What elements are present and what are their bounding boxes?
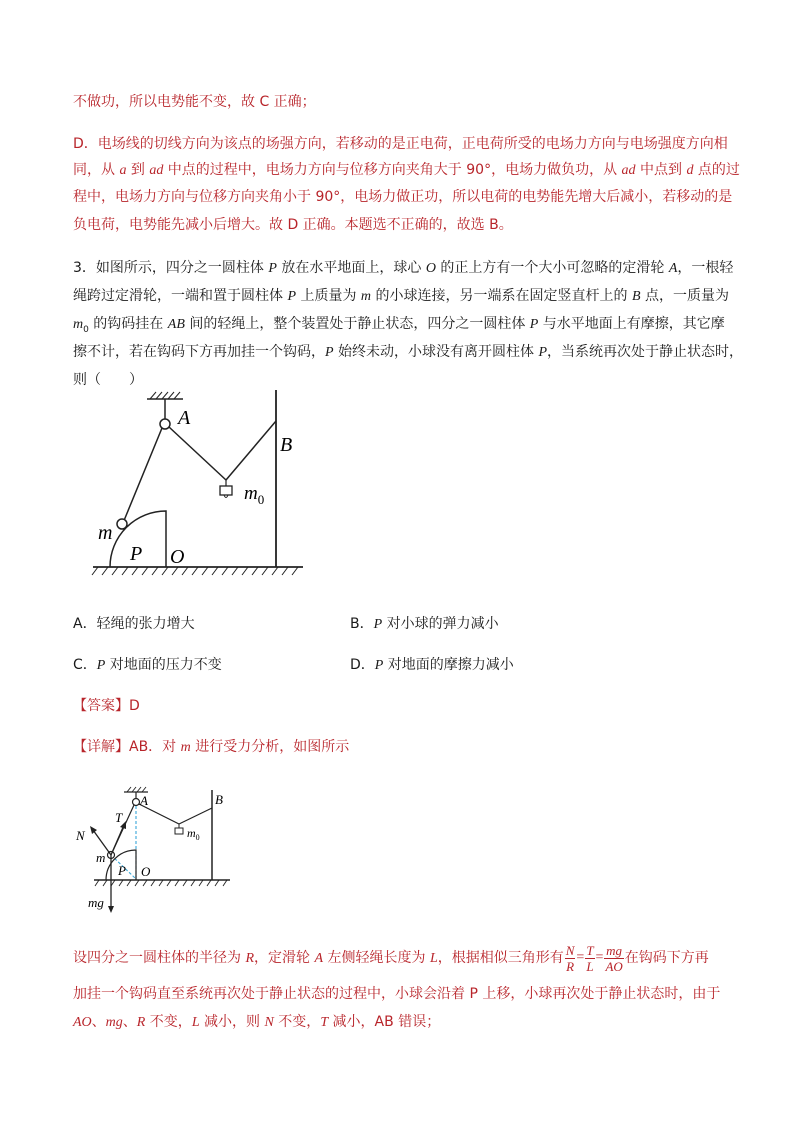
fraction-mg-over-ao: $\frac{mg}{AO}$ xyxy=(605,942,623,974)
option-d[interactable]: D．P 对地面的摩擦力减小 xyxy=(350,657,514,673)
force-analysis-figure xyxy=(74,780,234,915)
prev-line-d3: 程中，电场力方向与位移方向夹角小于 90°，电场力做正功，所以电荷的电势能先增大后减小，若移动的是 xyxy=(73,189,733,205)
label-O: O xyxy=(170,546,185,568)
fraction-t-over-l: $\frac{T}{L}$ xyxy=(586,942,594,974)
label-P: P xyxy=(118,863,126,878)
solution-line-1: 设四分之一圆柱体的半径为 R，定滑轮 A 左侧轻绳长度为 L，根据相似三角形有 $\frac{N}{R}$ = $\frac{T}{L}$ = $\frac{mg}{AO}$ 在钩码下方再 xyxy=(73,942,709,974)
option-b[interactable]: B．P 对小球的弹力减小 xyxy=(350,616,499,632)
answer-line: 【答案】D xyxy=(73,698,140,714)
label-T: T xyxy=(115,810,123,825)
label-m: m xyxy=(96,850,106,865)
question-line-5: 则（ ） xyxy=(73,372,143,388)
prev-line-d2: 同，从 a 到 ad 中点的过程中，电场力方向与位移方向夹角大于 90°，电场力做负功，从 ad 中点到 d 点的过 xyxy=(73,162,740,178)
label-m: m xyxy=(98,522,113,544)
prev-line-d4: 负电荷，电势能先减小后增大。故 D 正确。本题选不正确的，故选 B。 xyxy=(73,217,513,233)
question-line-2: 绳跨过定滑轮，一端和置于圆柱体 P 上质量为 m 的小球连接，另一端系在固定竖直杆上的 B 点，一质量为 xyxy=(73,288,729,304)
solution-line-3: AO、mg、R 不变，L 减小，则 N 不变，T 减小，AB 错误； xyxy=(73,1014,441,1030)
prev-line-1: 不做功，所以电势能不变，故 C 正确； xyxy=(73,94,316,110)
question-line-3: $m_0$ 的钩码挂在 AB 间的轻绳上，整个装置处于静止状态，四分之一圆柱体 P 与水平地面上有摩擦，其它摩 xyxy=(73,316,725,335)
solution-line-2: 加挂一个钩码直至系统再次处于静止状态的过程中，小球会沿着 P 上移，小球再次处于静止状态时，由于 xyxy=(73,986,721,1002)
label-O: O xyxy=(141,864,151,879)
label-m0: $m_0$ xyxy=(187,826,200,842)
question-line-4: 擦不计，若在钩码下方再加挂一个钩码，P 始终未动，小球没有离开圆柱体 P，当系统再次处于静止状态时， xyxy=(73,344,744,360)
label-m0: $m_0$ xyxy=(244,483,265,507)
label-P: P xyxy=(130,543,143,565)
setup-figure xyxy=(90,385,310,580)
prev-line-d1: D．电场线的切线方向为该点的场强方向，若移动的是正电荷，正电荷所受的电场力方向与电场强度方向相 xyxy=(73,136,728,152)
option-a[interactable]: A．轻绳的张力增大 xyxy=(73,616,195,632)
option-c[interactable]: C．P 对地面的压力不变 xyxy=(73,657,222,673)
detail-line: 【详解】AB．对 m 进行受力分析，如图所示 xyxy=(73,739,350,755)
label-A: A xyxy=(178,407,191,429)
label-N: N xyxy=(76,828,85,843)
label-mg: mg xyxy=(88,895,104,910)
question-line-1: 3．如图所示，四分之一圆柱体 P 放在水平地面上，球心 O 的正上方有一个大小可忽略的定滑轮 A，一根轻 xyxy=(73,260,734,276)
label-B: B xyxy=(215,792,223,807)
fraction-n-over-r: $\frac{N}{R}$ xyxy=(565,942,575,974)
label-B: B xyxy=(280,434,293,456)
label-A: A xyxy=(140,793,148,808)
